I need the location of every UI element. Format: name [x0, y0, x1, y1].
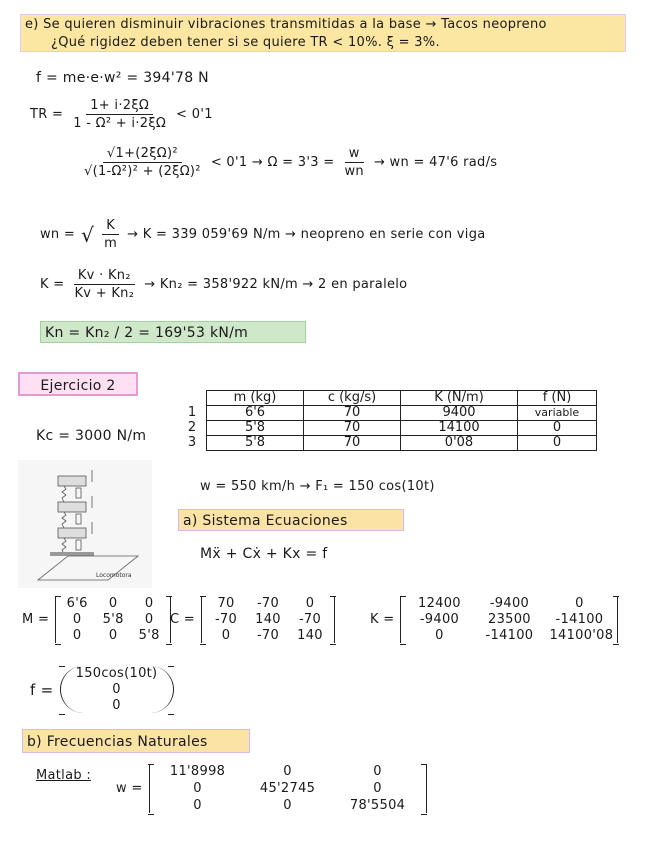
kc-value: Kc = 3000 N/m — [36, 428, 147, 444]
eq-tr-lhs: TR = — [30, 107, 64, 122]
matrix-cell: 140 — [297, 628, 323, 643]
matrix-cell: 45'2745 — [259, 781, 316, 796]
eq-tr2-fraction — [80, 146, 205, 179]
matrix-cell: 0 — [575, 596, 584, 611]
eq-wn-num: K — [102, 218, 119, 235]
matrix-cell: -70 — [256, 628, 280, 643]
table-cell: 0 — [518, 436, 597, 451]
matrix-cell: 0 — [305, 596, 315, 611]
matrix-m — [22, 596, 171, 643]
data-table — [178, 390, 597, 451]
matrix-cell: 0 — [193, 781, 202, 796]
table-cell: 6'6 — [207, 406, 304, 421]
matrix-cell: 140 — [255, 612, 281, 627]
table-row — [178, 406, 597, 421]
eq-k-rhs: → Kn₂ = 358'922 kN/m → 2 en paralelo — [144, 277, 408, 292]
matrix-k-label: K = — [370, 612, 395, 627]
section-b-title: b) Frecuencias Naturales — [22, 729, 250, 753]
matrix-cell: -9400 — [489, 596, 530, 611]
matrix-cell: 0 — [373, 781, 382, 796]
table-corner — [178, 391, 207, 406]
matrix-cell: -70 — [214, 612, 238, 627]
matlab-label: Matlab : — [36, 768, 92, 783]
eq-force: f = me·e·w² = 394'78 N — [36, 70, 209, 86]
result-kn: Kn = Kn₂ / 2 = 169'53 kN/m — [40, 321, 306, 343]
matrix-cell: -70 — [256, 596, 280, 611]
table-cell: 14100 — [401, 421, 518, 436]
matrix-cell: 0 — [72, 628, 82, 643]
matrix-cell: 12400 — [418, 596, 461, 611]
matrix-m-label: M = — [22, 612, 50, 627]
eq-tr2-rhs2: → wn = 47'6 rad/s — [373, 155, 498, 170]
eq-k-lhs: K = — [40, 277, 65, 292]
matrix-cell: 23500 — [488, 612, 531, 627]
vector-f — [30, 666, 174, 713]
mass-spring-diagram — [18, 460, 152, 588]
matrix-cell: 0 — [144, 612, 154, 627]
eq-tr2 — [80, 146, 497, 179]
table-cell: 3 — [178, 436, 207, 451]
eq-k — [40, 268, 407, 301]
table-cell: 70 — [304, 406, 401, 421]
matrix-cell: 0 — [373, 764, 382, 779]
matrix-w-grid — [149, 764, 427, 813]
table-header: f (N) — [518, 391, 597, 406]
table-row — [178, 436, 597, 451]
eq-wn — [40, 218, 486, 251]
eq-tr2-num: √1+(2ξΩ)² — [103, 146, 182, 163]
matrix-c-label: C = — [170, 612, 196, 627]
matrix-c-grid — [201, 596, 335, 643]
matrix-cell: 78'5504 — [349, 798, 406, 813]
eq-k-fraction — [70, 268, 138, 301]
eq-omega-den: wn — [344, 164, 364, 179]
matrix-c — [170, 596, 335, 643]
matrix-cell: 150cos(10t) — [75, 666, 158, 681]
table-cell: variable — [518, 406, 597, 421]
matrix-cell: 0 — [283, 798, 292, 813]
table-cell: 0'08 — [401, 436, 518, 451]
matrix-cell: 0 — [193, 798, 202, 813]
matrix-m-grid — [55, 596, 171, 643]
section-a-title: a) Sistema Ecuaciones — [178, 509, 404, 531]
table-cell: 5'8 — [207, 436, 304, 451]
matrix-cell: 6'6 — [66, 596, 88, 611]
table-header: K (N/m) — [401, 391, 518, 406]
eq-tr-rhs: < 0'1 — [176, 107, 213, 122]
table-row — [178, 421, 597, 436]
eq-tr2-den: √(1-Ω²)² + (2ξΩ)² — [84, 164, 201, 179]
table-header: m (kg) — [207, 391, 304, 406]
matrix-cell: 0 — [144, 596, 154, 611]
system-figure — [18, 460, 152, 588]
table-header: c (kg/s) — [304, 391, 401, 406]
eq-wn-lhs: wn = — [40, 227, 76, 242]
table-cell: 1 — [178, 406, 207, 421]
eq-wn-fraction — [100, 218, 121, 251]
part-e-statement — [20, 14, 626, 52]
table-cell: 9400 — [401, 406, 518, 421]
part-e-line2: ¿Qué rigidez deben tener si se quiere TR < 10%. ξ = 3%. — [51, 35, 440, 50]
eq-tr — [30, 98, 213, 131]
matrix-cell: 0 — [72, 612, 82, 627]
eq-wn-den: m — [104, 236, 118, 251]
table-cell: 0 — [518, 421, 597, 436]
table-cell: 70 — [304, 436, 401, 451]
eq-tr-fraction — [69, 98, 170, 131]
eq-omega-num: w — [345, 146, 364, 163]
part-e-line1: e) Se quieren disminuir vibraciones transmitidas a la base → Tacos neopreno — [25, 17, 547, 32]
matrix-w — [116, 764, 427, 813]
table-cell: 70 — [304, 421, 401, 436]
matrix-cell: 0 — [435, 628, 444, 643]
matrix-cell: 0 — [112, 682, 121, 697]
matrix-cell: 5'8 — [102, 612, 124, 627]
eq-k-num: Kv · Kn₂ — [74, 268, 135, 285]
eq-omega-fraction — [340, 146, 367, 179]
matrix-cell: -70 — [298, 612, 322, 627]
matrix-cell: 0 — [108, 628, 118, 643]
matrix-cell: 0 — [112, 698, 121, 713]
matrix-k — [370, 596, 618, 643]
matrix-k-grid — [400, 596, 618, 643]
exercise-title: Ejercicio 2 — [18, 372, 138, 396]
eq-tr2-rhs1: < 0'1 → Ω = 3'3 = — [210, 155, 335, 170]
matrix-cell: 5'8 — [138, 628, 160, 643]
matrix-cell: 0 — [108, 596, 118, 611]
matrix-cell: -9400 — [419, 612, 460, 627]
parameters-table — [178, 390, 597, 451]
vector-f-grid — [60, 666, 174, 713]
table-cell: 5'8 — [207, 421, 304, 436]
matrix-cell: 70 — [217, 596, 235, 611]
table-cell: 2 — [178, 421, 207, 436]
sqrt-icon: √ — [81, 222, 95, 247]
matrix-cell: 11'8998 — [169, 764, 226, 779]
matrix-cell: 0 — [221, 628, 231, 643]
matrix-cell: 14100'08 — [549, 628, 614, 643]
matrix-cell: -14100 — [555, 612, 604, 627]
eq-tr-num: 1+ i·2ξΩ — [86, 98, 153, 115]
eq-omega: w = 550 km/h → F₁ = 150 cos(10t) — [200, 479, 435, 494]
equation-of-motion: Mẍ + Cẋ + Kx = f — [200, 546, 328, 562]
matrix-w-label: w = — [116, 781, 143, 796]
matrix-cell: -14100 — [485, 628, 534, 643]
table-header-row — [178, 391, 597, 406]
eq-tr-den: 1 - Ω² + i·2ξΩ — [73, 116, 167, 131]
matrix-cell: 0 — [283, 764, 292, 779]
eq-k-den: Kv + Kn₂ — [74, 286, 135, 301]
vector-f-label: f = — [30, 680, 54, 699]
eq-wn-rhs: → K = 339 059'69 N/m → neopreno en serie con viga — [127, 227, 486, 242]
figure-caption: Locomotora — [96, 572, 132, 579]
